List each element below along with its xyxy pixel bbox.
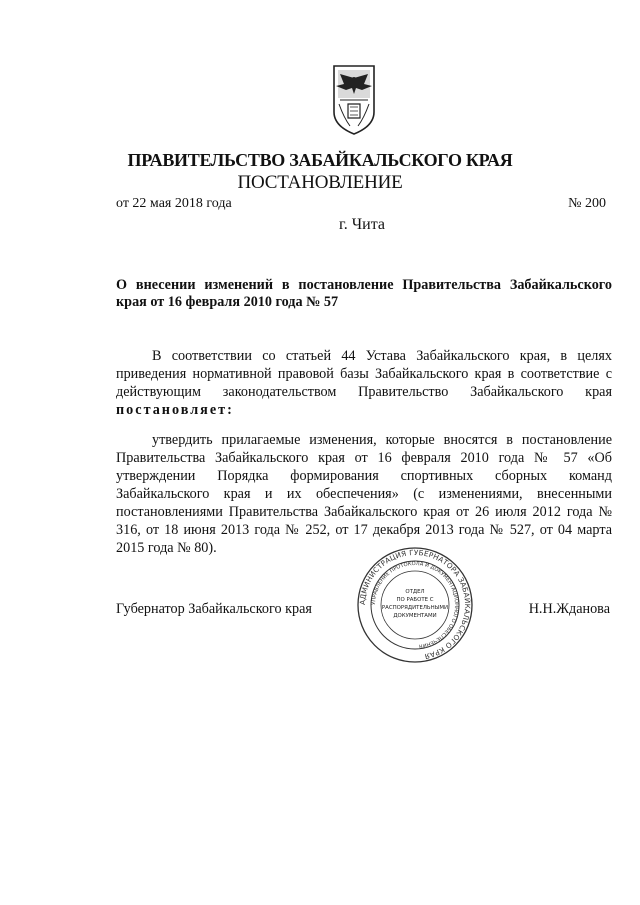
document-number: № 200 [568,196,606,211]
document-type: ПОСТАНОВЛЕНИЕ [237,172,403,193]
coat-of-arms-icon [330,60,378,136]
stamp-line-4: ДОКУМЕНТАМИ [393,613,437,619]
signatory-position: Губернатор Забайкальского края [116,601,312,617]
stamp-ring-text: АДМИНИСТРАЦИЯ ГУБЕРНАТОРА ЗАБАЙКАЛЬСКОГО КРАЯ [357,547,473,662]
stamp-inner-ring-text: УПРАВЛЕНИЕ ПРОТОКОЛА И ДОКУМЕНТАЦИОННОГО ОБЕСПЕЧЕНИЯ [370,560,460,649]
document-city: г. Чита [338,216,385,233]
signatory-name: Н.Н.Жданова [528,601,610,617]
paragraph-1-text: В соответствии со статьей 44 Устава Забайкальского края, в целях приведения нормативной правовой базы Забайкальского края в соответствие с действующим законодательством Правительство Забайкальского края [116,348,612,400]
resolution-keyword: постановляет: [116,402,234,418]
document-title: О внесении изменений в постановление Правительства Забайкальского края от 16 февраля 2010 года № 57 [116,277,612,310]
official-stamp [355,545,475,665]
stamp-line-2: ПО РАБОТЕ С [396,597,434,603]
stamp-line-3: РАСПОРЯДИТЕЛЬНЫМИ [381,605,449,611]
document-date: от 22 мая 2018 года [116,196,232,211]
stamp-line-1: ОТДЕЛ [405,589,425,595]
body-paragraph-1 [116,347,612,419]
body-paragraph-2: утвердить прилагаемые изменения, которые вносятся в постановление Правительства Забайкальского края от 16 февраля 2010 года № 57 «Об утверждении Порядка формирования спортивных сборных команд Забайкальского края и их обеспечения» (с изменениями, внесенными постановлениями Правительства Забайкальского края от 26 июля 2012 года № 316, от 18 июня 2013 года № 252, от 17 декабря 2013 года № 527, от 04 марта 2015 года № 80). [116,432,612,556]
organization-title: ПРАВИТЕЛЬСТВО ЗАБАЙКАЛЬСКОГО КРАЯ [127,150,513,170]
